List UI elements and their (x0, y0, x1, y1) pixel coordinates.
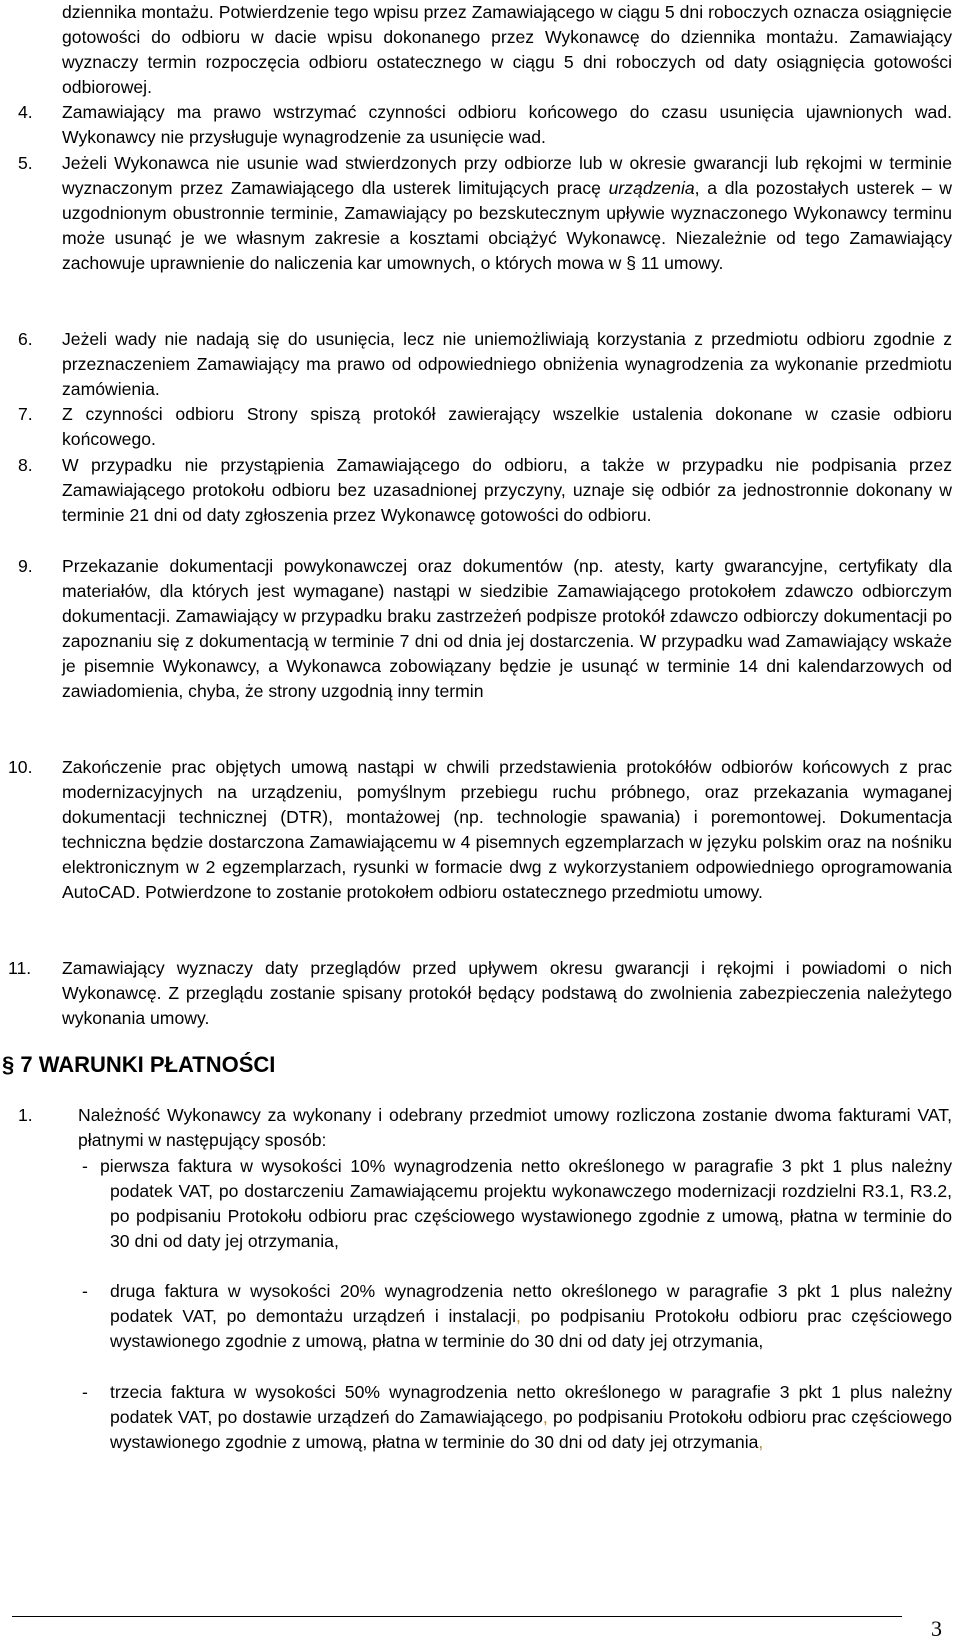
bullet-text (110, 1380, 952, 1455)
item-text-part: , a dla pozostałych usterek – w uzgodnionym obustronnie terminie, Zamawiający po bezskutecznym upływie wyznaczonego Wykonawcy terminu może usunąć je we własnym zakresie a kosztami obciążyć Wykonawcę. Niezależnie od tego Zamawiający zachowuje uprawnienie do naliczenia kar umownych, o których mowa w § 11 umowy. (62, 178, 952, 274)
item-text: Jeżeli wady nie nadają się do usunięcia, lecz nie uniemożliwiają korzystania z przedmiotu odbioru zgodnie z przeznaczeniem Zamawiający ma prawo od odpowiedniego obniżenia wynagrodzenia za wykonanie przedmiotu zamówienia. (62, 329, 952, 400)
bullet-dash: - (82, 1281, 88, 1301)
italic-term: urządzenia (608, 178, 695, 199)
item-text: Zamawiający wyznaczy daty przeglądów przed upływem okresu gwarancji i rękojmi i powiadomi o nich Wykonawcę. Z przeglądu zostanie spisany protokół będący podstawą do zwolnienia zabezpieczenia należytego wykonania umowy. (62, 958, 952, 1029)
item-number: 11. (8, 958, 32, 978)
item-text: Przekazanie dokumentacji powykonawczej oraz dokumentów (np. atesty, karty gwarancyjne, certyfikaty dla materiałów, dla których jest wymagane) nastąpi w siedzibie Zamawiającego protokołem zdawczo odbiorczym dokumentacji. Zamawiający w przypadku braku zastrzeżeń podpisze protokół zdawczo odbiorczy dokumentacji po zapoznaniu się z dokumentacją w terminie 7 dni od dnia jej dostarczenia. W przypadku wad Zamawiający wskaże je pisemnie Wykonawcy, a Wykonawca zobowiązany będzie je usunąć w terminie 14 dni kalendarzowych od zawiadomienia, chyba, że strony uzgodnią inny termin (62, 556, 952, 702)
item-number: 8. (18, 455, 33, 475)
section-heading: § 7 WARUNKI PŁATNOŚCI (2, 1052, 276, 1077)
bullet-text-part: trzecia faktura w wysokości 50% wynagrodzenia netto określonego w paragrafie 3 pkt 1 plus należny podatek VAT, po dostawie urządzeń do Zamawiającego (110, 1382, 952, 1428)
item-number: 5. (18, 153, 33, 173)
item-number: 1. (18, 1105, 33, 1125)
footer-divider (12, 1616, 902, 1617)
item-number: 4. (18, 102, 33, 122)
item-text: Z czynności odbioru Strony spiszą protokół zawierający wszelkie ustalenia dokonane w czasie odbioru końcowego. (62, 404, 952, 450)
bullet-text-part: po podpisaniu Protokołu odbioru prac częściowego wystawionego zgodnie z umową, płatna w terminie do 30 dni od daty jej otrzymania (110, 1407, 952, 1453)
item-number: 7. (18, 404, 33, 424)
paragraph-continuation: dziennika montażu. Potwierdzenie tego wpisu przez Zamawiającego w ciągu 5 dni roboczych oznacza osiągnięcie gotowości do odbioru w dacie wpisu dokonanego przez Wykonawcę do dziennika montażu. Zamawiający wyznaczy termin rozpoczęcia odbioru ostatecznego w ciągu 5 dni roboczych od daty osiągnięcia gotowości odbiorowej. (62, 2, 952, 98)
bullet-dash: - (82, 1382, 88, 1402)
item-text-part: Jeżeli Wykonawca nie usunie wad stwierdzonych przy odbiorze lub w okresie gwarancji lub rękojmi w terminie wyznaczonym przez Zamawiającego dla usterek limitujących pracę (62, 153, 952, 199)
item-number: 6. (18, 329, 33, 349)
bullet-text-part: po podpisaniu Protokołu odbioru prac częściowego wystawionego zgodnie z umową, płatna w terminie do 30 dni od daty jej otrzymania, (110, 1306, 952, 1352)
item-text: Zakończenie prac objętych umową nastąpi w chwili przedstawienia protokółów odbiorów końcowych z prac modernizacyjnych na urządzeniu, pomyślnym przebiegu ruchu próbnego, oraz przekazania wymaganej dokumentacji technicznej (DTR), montażowej (np. technologie spawania) i poremontowej. Dokumentacja techniczna będzie dostarczona Zamawiającemu w 4 pisemnych egzemplarzach w języku polskim oraz na nośniku elektronicznym w 2 egzemplarzach, rysunki w formacie dwg z wykorzystaniem odpowiedniego oprogramowania AutoCAD. Potwierdzone to zostanie protokołem odbioru ostatecznego przedmiotu umowy. (62, 757, 952, 903)
highlighted-comma: , (542, 1407, 548, 1428)
bullet-dash: - (82, 1156, 88, 1176)
highlighted-comma: , (516, 1306, 521, 1327)
item-text (62, 151, 952, 276)
bullet-text (110, 1279, 952, 1354)
highlighted-comma: , (758, 1432, 764, 1453)
item-number: 9. (18, 556, 33, 576)
item-number: 10. (8, 757, 33, 777)
item-text: W przypadku nie przystąpienia Zamawiającego do odbioru, a także w przypadku nie podpisania przez Zamawiającego protokołu odbioru bez uzasadnionej przyczyny, uznaje się odbiór za jednostronnie dokonany w terminie 21 dni od daty zgłoszenia przez Wykonawcę gotowości do odbioru. (62, 455, 952, 526)
bullet-text: pierwsza faktura w wysokości 10% wynagrodzenia netto określonego w paragrafie 3 pkt 1 plus należny podatek VAT, po dostarczeniu Zamawiającemu projektu wykonawczego modernizacji rozdzielni R3.1, R3.2, po podpisaniu Protokołu odbioru prac częściowego wystawionego zgodnie z umową, płatna w terminie do 30 dni od daty jej otrzymania, (100, 1156, 952, 1252)
item-text: Zamawiający ma prawo wstrzymać czynności odbioru końcowego do czasu usunięcia ujawnionych wad. Wykonawcy nie przysługuje wynagrodzenie za usunięcie wad. (62, 102, 952, 148)
bullet-text-part: druga faktura w wysokości 20% wynagrodzenia netto określonego w paragrafie 3 pkt 1 plus należny podatek VAT, po demontażu urządzeń i instalacji (110, 1281, 952, 1327)
item-text: Należność Wykonawcy za wykonany i odebrany przedmiot umowy rozliczona zostanie dwoma fakturami VAT, płatnymi w następujący sposób: (78, 1105, 952, 1151)
page-number: 3 (931, 1616, 942, 1641)
